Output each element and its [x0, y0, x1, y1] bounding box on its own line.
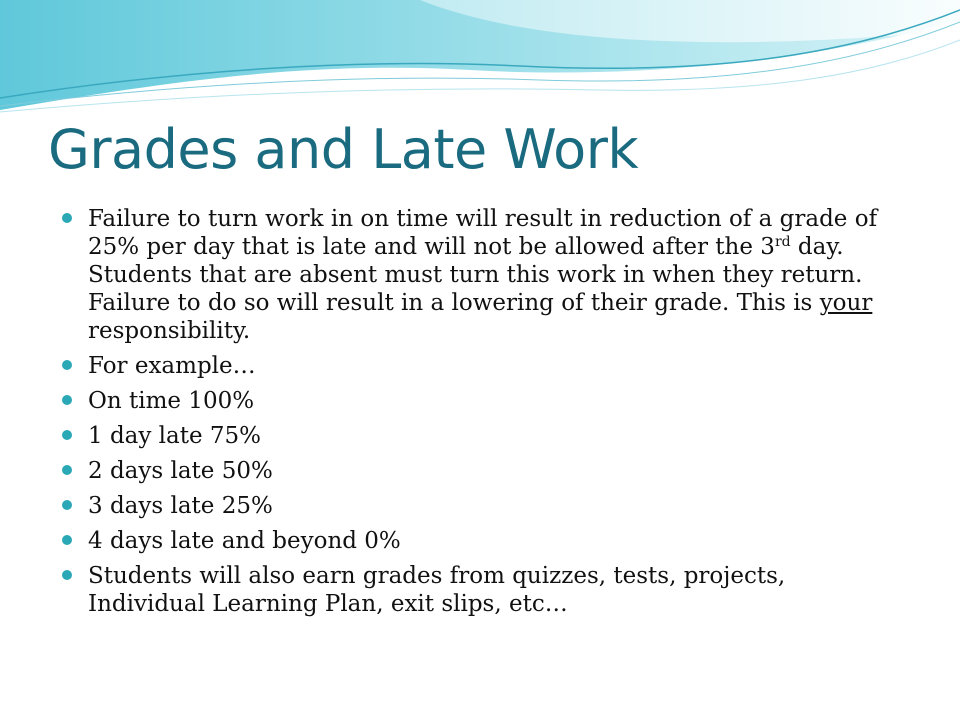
list-item: [58, 562, 898, 618]
header-wave-decoration: [0, 0, 960, 130]
list-item-text: 4 days late and beyond 0%: [88, 528, 401, 554]
bullet-icon: [62, 430, 72, 440]
list-item-text: 2 days late 50%: [88, 458, 273, 484]
bullet-icon: [62, 465, 72, 475]
paragraph-text-part1: Failure to turn work in on time will result in reduction of a grade of 25% per day that is late and will not be allowed after the 3: [88, 206, 878, 260]
slide-title: Grades and Late Work: [48, 118, 639, 181]
list-item: [58, 492, 898, 520]
list-item: [58, 422, 898, 450]
list-item-text: On time 100%: [88, 388, 255, 414]
bullet-icon: [62, 535, 72, 545]
bullet-icon: [62, 570, 72, 580]
list-item-text: 1 day late 75%: [88, 423, 262, 449]
list-item: [58, 387, 898, 415]
list-item: [58, 205, 898, 345]
list-item: [58, 527, 898, 555]
list-item: [58, 352, 898, 380]
bullet-icon: [62, 395, 72, 405]
list-item-text: For example…: [88, 353, 256, 379]
paragraph-text-part3: responsibility.: [88, 318, 251, 344]
underlined-word: your: [819, 290, 873, 316]
bullet-icon: [62, 360, 72, 370]
bullet-list: [58, 205, 898, 625]
list-item: [58, 457, 898, 485]
ordinal-superscript: rd: [774, 234, 791, 250]
paragraph-text-part2: day. Students that are absent must turn this work in when they return. Failure to do so will result in a lowering of their grade. This is: [88, 234, 863, 316]
bullet-icon: [62, 500, 72, 510]
list-item-text: Students will also earn grades from quizzes, tests, projects, Individual Learning Plan, exit slips, etc…: [88, 563, 786, 617]
list-item-text: 3 days late 25%: [88, 493, 273, 519]
bullet-icon: [62, 213, 72, 223]
